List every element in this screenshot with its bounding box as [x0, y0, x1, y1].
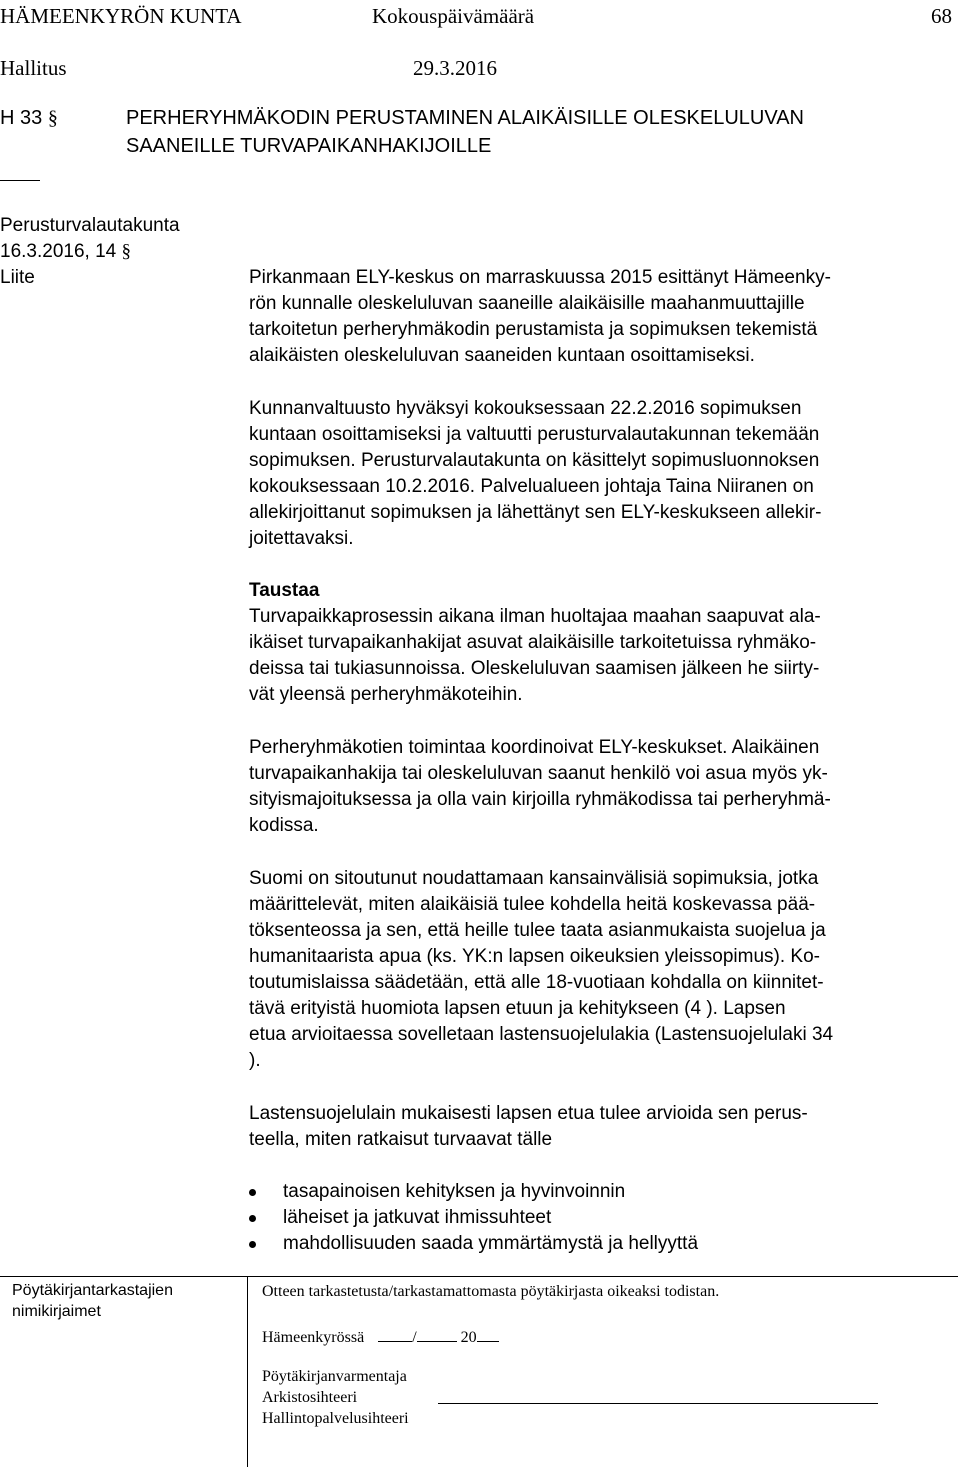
title-divider: [0, 180, 40, 181]
municipality-name: HÄMEENKYRÖN KUNTA: [0, 4, 242, 28]
signature-line: [438, 1403, 878, 1404]
footer-box: [0, 1276, 958, 1466]
body-line: töksenteossa ja sen, että heille tulee taata asianmukaista suojelua ja: [249, 920, 826, 941]
body-line: tarkoitetun perheryhmäkodin perustamista ja sopimuksen tekemistä: [249, 319, 818, 340]
item-title-line-1: PERHERYHMÄKODIN PERUSTAMINEN ALAIKÄISILLE OLESKELULUVAN: [126, 107, 804, 129]
footer-initials-label-2: nimikirjaimet: [12, 1303, 101, 1320]
body-line: joitettavaksi.: [249, 528, 354, 549]
footer-certification-cell: [248, 1276, 958, 1467]
attachment-label: Liite: [0, 267, 35, 288]
page-number: 68: [931, 4, 952, 28]
month-blank: [417, 1325, 457, 1342]
body-line: Lastensuojelulain mukaisesti lapsen etua tulee arvioida sen perus-: [249, 1103, 808, 1124]
body-line: sityismajoituksessa ja olla vain kirjoilla ryhmäkodissa tai perheryhmä-: [249, 789, 831, 810]
body-line: kuntaan osoittamiseksi ja valtuutti perusturvalautakunnan tekemään: [249, 424, 820, 445]
day-blank: [378, 1325, 412, 1342]
body-line: turvapaikanhakija tai oleskeluluvan saanut henkilö voi asua myös yk-: [249, 763, 828, 784]
body-line: määrittelevät, miten alaikäisiä tulee kohdella heitä koskevassa pää-: [249, 894, 816, 915]
item-code: [0, 104, 58, 132]
body-line: Turvapaikkaprosessin aikana ilman huoltajaa maahan saapuvat ala-: [249, 606, 821, 627]
date-slash: /: [412, 1329, 417, 1346]
footer-initials-label-1: Pöytäkirjantarkastajien: [12, 1282, 173, 1299]
body-line: humanitaarista apua (ks. YK:n lapsen oikeuksien yleissopimus). Ko-: [249, 946, 820, 967]
signer-title-3: Hallintopalvelusihteeri: [262, 1410, 409, 1427]
signer-title-2: Arkistosihteeri: [262, 1389, 358, 1406]
meeting-date-label: Kokouspäivämäärä: [372, 4, 535, 28]
section-sign-icon: §: [47, 107, 58, 129]
item-code-text: H 33: [0, 107, 43, 129]
item-title-line-2: SAANEILLE TURVAPAIKANHAKIJOILLE: [126, 135, 492, 157]
bullet-item: läheiset ja jatkuvat ihmissuhteet: [283, 1207, 552, 1228]
body-line: toutumislaissa säädetään, että alle 18-vuotiaan kohdalla on kiinnitet-: [249, 972, 824, 993]
bullet-icon: [249, 1241, 256, 1248]
meeting-date: 29.3.2016: [413, 56, 497, 80]
board-date-text: 16.3.2016, 14: [0, 241, 117, 262]
bullet-item: tasapainoisen kehityksen ja hyvinvoinnin: [283, 1181, 626, 1202]
section-heading: Taustaa: [249, 580, 320, 601]
body-line: sopimuksen. Perusturvalautakunta on käsittelyt sopimusluonnoksen: [249, 450, 820, 471]
body-line: Kunnanvaltuusto hyväksyi kokouksessaan 22.2.2016 sopimuksen: [249, 398, 802, 419]
year-prefix: 20: [460, 1329, 477, 1346]
body-line: kokouksessaan 10.2.2016. Palvelualueen johtaja Taina Niiranen on: [249, 476, 814, 497]
signer-title-1: Pöytäkirjanvarmentaja: [262, 1368, 407, 1385]
body-line: alaikäisten oleskeluluvan saaneiden kuntaan osoittamiseksi.: [249, 345, 755, 366]
board-date-ref: [0, 240, 131, 264]
body-line: deissa tai tukiasunnoissa. Oleskeluluvan saamisen jälkeen he siirty-: [249, 658, 820, 679]
body-line: ).: [249, 1050, 261, 1071]
place-date-line: [262, 1325, 499, 1348]
body-line: Suomi on sitoutunut noudattamaan kansainvälisiä sopimuksia, jotka: [249, 868, 819, 889]
bullet-icon: [249, 1189, 256, 1196]
body-line: Pirkanmaan ELY-keskus on marraskuussa 2015 esittänyt Hämeenky-: [249, 267, 831, 288]
body-line: etua arvioitaessa sovelletaan lastensuojelulakia (Lastensuojelulaki 34: [249, 1024, 834, 1045]
body-line: allekirjoittanut sopimuksen ja lähettänyt sen ELY-keskukseen allekir-: [249, 502, 822, 523]
footer-initials-cell: [0, 1276, 248, 1467]
bullet-item: mahdollisuuden saada ymmärtämystä ja hellyyttä: [283, 1233, 699, 1254]
place-name: Hämeenkyrössä: [262, 1329, 365, 1346]
certification-text: Otteen tarkastetusta/tarkastamattomasta pöytäkirjasta oikeaksi todistan.: [262, 1283, 720, 1300]
body-line: teella, miten ratkaisut turvaavat tälle: [249, 1129, 553, 1150]
body-line: tävä erityistä huomiota lapsen etuun ja kehitykseen (4 ). Lapsen: [249, 998, 786, 1019]
body-line: ikäiset turvapaikanhakijat asuvat alaikäisille tarkoitetuissa ryhmäko-: [249, 632, 817, 653]
year-blank: [477, 1325, 499, 1342]
body-line: rön kunnalle oleskeluluvan saaneille alaikäisille maahanmuuttajille: [249, 293, 805, 314]
bullet-icon: [249, 1215, 256, 1222]
board-name: Perusturvalautakunta: [0, 215, 180, 236]
section-sign-icon: §: [121, 241, 131, 262]
body-line: Perheryhmäkotien toimintaa koordinoivat ELY-keskukset. Alaikäinen: [249, 737, 820, 758]
body-line: kodissa.: [249, 815, 319, 836]
body-line: vät yleensä perheryhmäkoteihin.: [249, 684, 523, 705]
meeting-body: Hallitus: [0, 56, 67, 80]
